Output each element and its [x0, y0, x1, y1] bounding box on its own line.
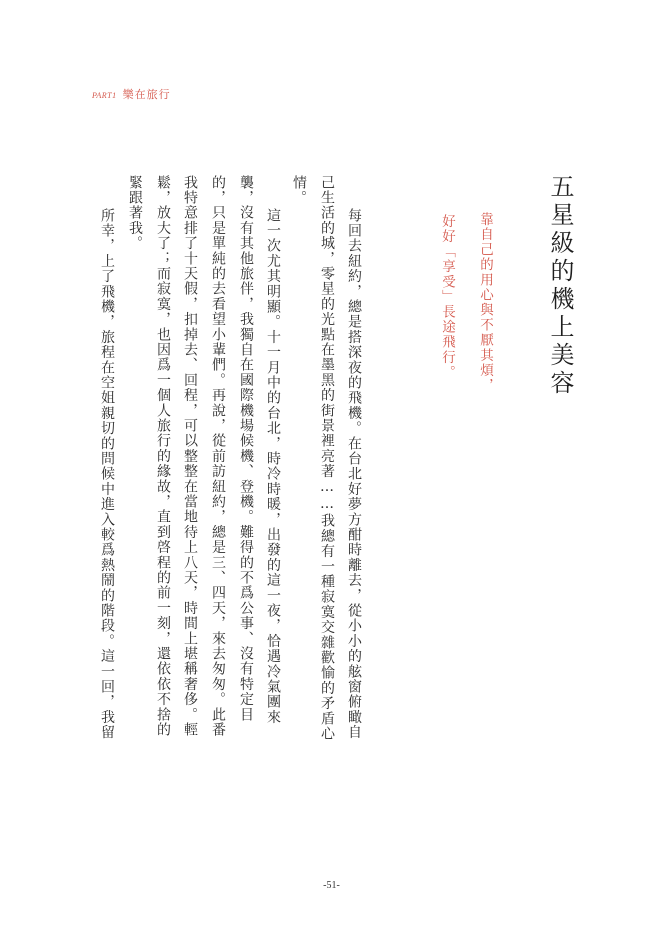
- body-column-10: 所幸，上了飛機，旅程在空姐親切的問候中進入較爲熱鬧的階段。這一回，我留: [99, 208, 115, 740]
- body-column-5: 襲，沒有其他旅伴，我獨自在國際機場候機、登機。難得的不爲公事、沒有特定目: [238, 175, 254, 723]
- section-title: 樂在旅行: [122, 88, 171, 101]
- chapter-title: 五星級的機上美容: [546, 174, 574, 398]
- subtitle-line-1: 靠自己的用心與不厭其煩，: [477, 212, 493, 394]
- body-column-2: 己生活的城，零星的光點在墨黑的街景裡亮著……我總有一種寂寞交雜歡愉的矛盾心: [319, 175, 335, 742]
- subtitle-line-2: 好好「享受」長途飛行。: [439, 214, 455, 381]
- body-column-8: 鬆，放大了；而寂寞，也因爲一個人旅行的緣故，直到啓程的前一刻，還依依不捨的: [155, 175, 171, 738]
- page-number: -51-: [323, 880, 340, 891]
- body-column-4: 這一次尤其明顯。十一月中的台北，時冷時暖，出發的這一夜，恰遇冷氣團來: [265, 208, 281, 725]
- part-label: PART1: [92, 91, 117, 100]
- body-column-6: 的，只是單純的去看望小輩們。再說，從前訪紐約，總是三、四天，來去匆匆。此番: [210, 175, 226, 738]
- body-column-7: 我特意排了十天假，扣掉去、回程，可以整整在當地待上八天，時間上堪稱奢侈。輕: [182, 175, 198, 738]
- body-column-1: 每回去紐約，總是搭深夜的飛機。在台北好夢方酣時離去，從小小的舷窗俯瞰自: [346, 208, 362, 740]
- body-column-9: 緊跟著我。: [127, 175, 143, 251]
- running-header: [92, 86, 171, 102]
- body-column-3: 情。: [291, 175, 307, 206]
